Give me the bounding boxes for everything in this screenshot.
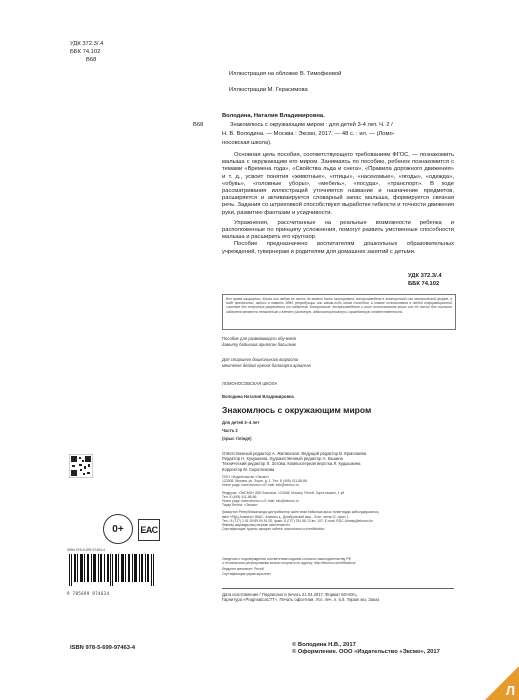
abstract-bbk: ББК 74.102: [408, 281, 440, 287]
barcode-digits: 9 785699 974634: [67, 591, 110, 596]
age-ru: Для старшего дошкольного возраста: [222, 357, 299, 362]
abstract-paragraph-2: Упражнения, рассчитанные на реальные возможности ребенка и расположенные по принципу усложнения, помогут развить умственные способности малыша и расширить его кругозор.: [222, 219, 454, 241]
publisher-line: Тел. 8 (495) 411-68-86.: [222, 494, 258, 499]
purpose-kz: дамыту бойынша арналған басылым: [222, 342, 296, 347]
abstract-paragraph-1: Основная цель пособия, соответствующего требованиям ФГОС, — познакомить малыша с окружающим его миром. Занимаясь по пособию, ребенок познакомится с темами «Времена года», «Свойства льда и снега», «Правила дорожного движения» и т. д., усвоит понятия «животные», «птицы», «насекомые», «ягоды», «одежда», «обувь», «головные уборы», «мебель», «посуда», «транспорт». В ходе рассматривания иллюстраций уточняется название и назначение предметов, расширяется и активизируется словарный запас малыша, формируется связная речь. Задания со штриховкой способствуют выработке гибкости и точности движения руки, развитию фантазии и усидчивости.: [222, 152, 454, 216]
publisher-info: [222, 475, 454, 531]
corner-badge-glyph: Л: [505, 683, 515, 698]
print-line: Гарнитура «PragmaticaCTT». Печать офсетная. Усл. печ. л. 5,6. Тираж экз. Заказ: [222, 597, 380, 603]
imprint-title: Знакомлюсь с окружающим миром: [222, 405, 372, 415]
certification-line: Сведения о подтверждении соответствия издания согласно законодательству РФ: [222, 557, 352, 561]
staff-list: [222, 451, 366, 472]
publisher-line: Қазақстан Республикасында дистрибьютор және өнім бойынша арыз-талаптарды қабылдаушының: [222, 510, 379, 515]
bib-line-2: Н. В. Володина. — Москва : Эксмо, 2017. — 48 с. : ил. — (Ломо-: [222, 131, 395, 137]
imprint-age: Для детей 3–4 лет: [222, 420, 260, 425]
publisher-line: Өндіруші: «ЭКСМО» АҚБ Баспасы, 123308, Мәскеу, Ресей, Зорге көшесі, 1 үй.: [222, 490, 346, 495]
bbk-code: ББК 74.102: [70, 49, 101, 55]
abstract-paragraph-3: Пособие предназначено воспитателям дошкольных образовательных учреждений, гувернерам и родителям для домашних занятий с детьми.: [222, 241, 454, 255]
certification-line: о техническом регулировании можно получить по адресу: http://eksmo.ru/certification/: [222, 561, 356, 566]
staff-line: Ответственный редактор А. Жилинская. Ведущий редактор В. Ермолаева: [222, 451, 367, 456]
publisher-line: 123308, Москва, ул. Зорге, д. 1. Тел. 8 (495) 411-68-86.: [222, 479, 308, 484]
certification-info: [222, 557, 454, 576]
abstract-udk: УДК 372.3/.4: [408, 273, 442, 279]
bib-code: В68: [193, 122, 204, 128]
bib-author: Володина, Наталия Владимировна.: [222, 113, 325, 119]
certification-line: Өндірген мемлекет: Ресей: [222, 567, 264, 572]
publisher-line: Тауар белгісі: «Эксмо»: [222, 503, 258, 508]
staff-line: Технический редактор Л. Зотова. Компьютерная верстка Л. Кудышкина: [222, 461, 361, 467]
staff-line: Редактор Н. Кукушкина. Художественный редактор А. Кашина: [222, 456, 343, 462]
copyright-design: © Оформление. ООО «Издательство «Эксмо», 2017: [292, 649, 440, 656]
print-divider: [222, 588, 454, 589]
isbn: ISBN 978-5-699-97463-4: [70, 645, 136, 651]
barcode: [67, 554, 157, 596]
cover-illustration-credit: Иллюстрация на обложке В. Тимофеевой: [229, 71, 342, 77]
isbn-small: ISBN 978-5-699-97463-4: [67, 548, 105, 552]
bib-line-1: Знакомлюсь с окружающим миром : для детей 3-4 лет. Ч. 2 /: [230, 122, 393, 128]
bib-line-3: носовская школа).: [222, 140, 272, 146]
rights-notice-box: [222, 294, 456, 330]
series-name: ЛОМОНОСОВСКАЯ ШКОЛА: [222, 381, 278, 386]
certification-line: Сертификация қарастырылған: [222, 571, 271, 576]
imprint-language: (орыс тілінде): [222, 436, 252, 441]
publisher-line: Home page: www.eksmo.ru E-mail: info@eksmo.ru: [222, 499, 299, 504]
staff-line: Корректор М. Сиротникова: [222, 466, 275, 472]
imprint-author: Володина Наталия Владимировна: [222, 394, 294, 399]
author-mark: В68: [86, 57, 97, 63]
publisher-line: ООО «Издательство «Эксмо»: [222, 475, 269, 479]
copyright-block: [292, 642, 440, 656]
eac-mark-icon: ЕАС: [138, 519, 160, 541]
publisher-line: Сертификация туралы ақпарат сайтта: www.eksmo.ru/certification: [222, 527, 325, 532]
publisher-line: Тел.: 8 (727) 2 51 59 89,90,91,92, факс: 8 (727) 251 58 12 вн. 107; E-mail: RDC-Almaty@eksmo.kz: [222, 518, 373, 523]
udk-code: УДК 372.3/.4: [70, 41, 104, 47]
publisher-line: өкілі «РДЦ-Алматы» ЖШС, Алматы қ., Домбровский көш., 3«а», литер Б, офис 1.: [222, 514, 350, 519]
imprint-part: Часть 2: [222, 428, 238, 433]
age-kz: мектепке дейінгі ересек балаларға арналған: [222, 363, 311, 368]
print-info: [222, 592, 379, 602]
publisher-line: Home page: www.eksmo.ru E-mail: info@eksmo.ru: [222, 483, 299, 488]
age-rating-icon: [103, 514, 133, 544]
publisher-line: Өнімнің жарамдылық мерзімі шектелмеген.: [222, 523, 291, 528]
rights-notice: Все права защищены. Книга или любая ее часть не может быть скопирована, воспроизведена в электронной или механической форме, в виде фотокопии, записи в память ЭВМ, репродукции или каким-либо иным способом, а также использована в любой информационной системе без получения разрешения от издателя. Копирование, воспроизведение и иное использование книги или ее части без согласия издателя является незаконным и влечет уголовную, административную и гражданскую ответственность.: [226, 297, 452, 314]
purpose-ru: Пособие для развивающего обучения: [222, 336, 296, 341]
abstract: [222, 152, 454, 256]
illustrations-credit: Иллюстрации М. Герасимова: [229, 87, 308, 93]
copyright-author: © Володина Н.В., 2017: [292, 642, 356, 648]
print-line: Дата изготовления / Подписано в печать 21.04.2017. Формат 60×84¹⁄₈.: [222, 592, 359, 597]
qr-code: [69, 454, 93, 478]
age-rating-label: 0+: [112, 523, 124, 535]
